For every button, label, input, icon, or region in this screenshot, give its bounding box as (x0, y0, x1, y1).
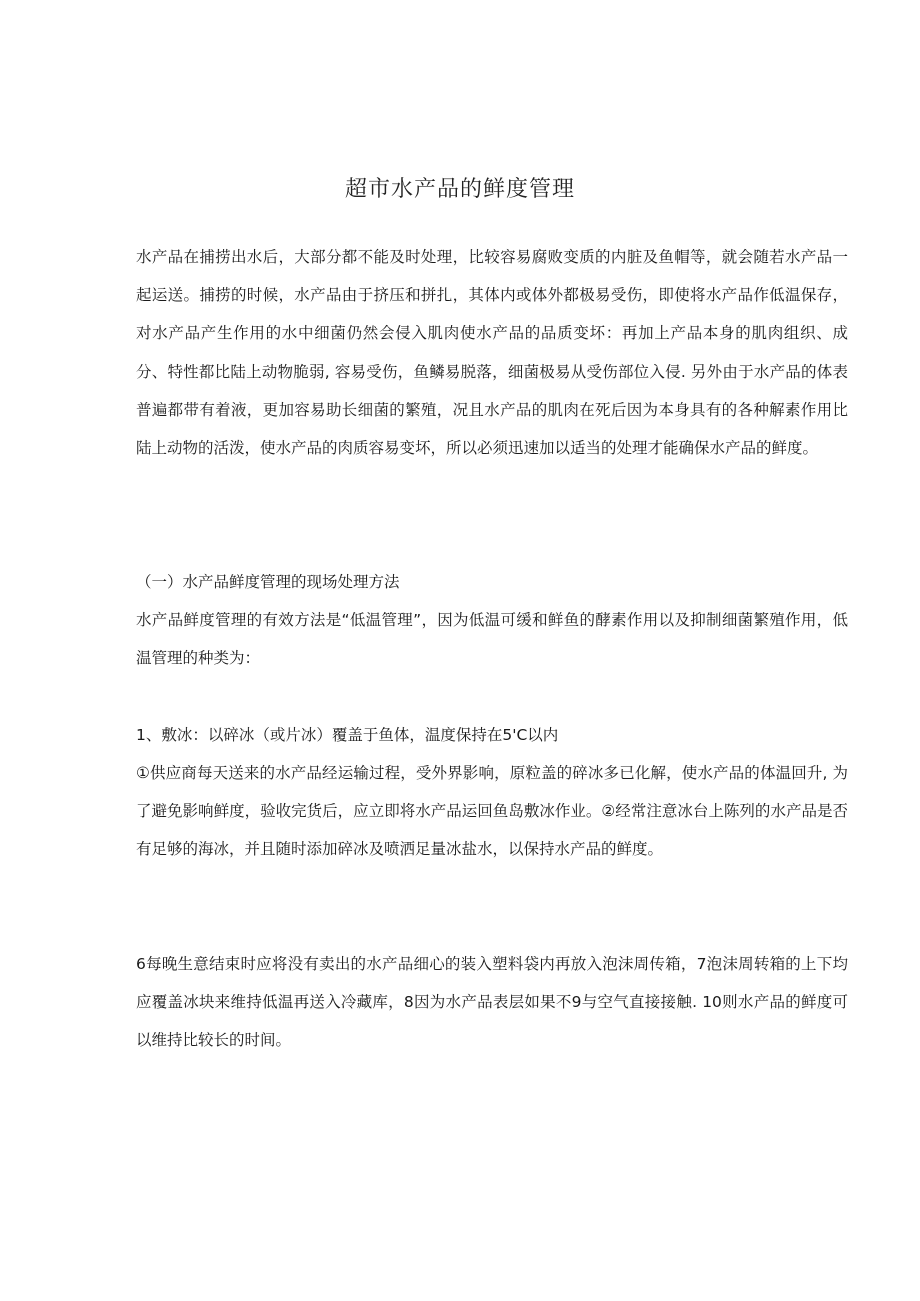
item-1-closing-paragraph: 6每晚生意结束时应将没有卖出的水产品细心的装入塑料袋内再放入泡沫周传箱，7泡沫周转箱的上下均应覆盖冰块来维持低温再送入冷藏库，8因为水产品表层如果不9与空气直接接触. 10则水产品的鲜度可以维持比较长的时间。 (136, 955, 848, 1050)
item-1-detail-paragraph: ①供应商每天送来的水产品经运输过程，受外界影响，原粒盖的碎冰多已化解，使水产品的体温回升, 为了避免影响鲜度，验收完货后，应立即将水产品运回鱼岛敷冰作业。②经常注意冰台上陈列的水产品是否有足够的海冰，并且随时添加碎冰及喷洒足量冰盐水，以保持水产品的鲜度。 (136, 764, 848, 859)
section-heading: （一）水产品鲜度管理的现场处理方法 (136, 573, 400, 591)
item-1-heading: 1、敷冰：以碎冰（或片冰）覆盖于鱼体，温度保持在5'C以内 (136, 726, 559, 744)
method-paragraph: 水产品鲜度管理的有效方法是“低温管理”，因为低温可缓和鲜鱼的酵素作用以及抑制细菌繁殖作用，低温管理的种类为： (136, 611, 848, 668)
intro-paragraph: 水产品在捕捞出水后，大部分都不能及时处理，比较容易腐败变质的内脏及鱼帽等，就会随若水产品一起运送。捕捞的时候，水产品由于挤压和拼扎，其体内或体外都极易受伤，即使将水产品作低温保存，对水产品产生作用的水中细菌仍然会侵入肌肉使水产品的品质变坏：再加上产品本身的肌肉组织、成分、特性都比陆上动物脆弱, 容易受伤，鱼鳞易脱落，细菌极易从受伤部位入侵. 另外由于水产品的体表普遍都带有着液，更加容易助长细菌的繁殖，况且水产品的肌肉在死后因为本身具有的各种解素作用比陆上动物的活泼，使水产品的肉质容易变坏，所以必须迅速加以适当的处理才能确保水产品的鲜度。 (136, 248, 848, 458)
document-title: 超市水产品的鲜度管理 (344, 177, 575, 202)
